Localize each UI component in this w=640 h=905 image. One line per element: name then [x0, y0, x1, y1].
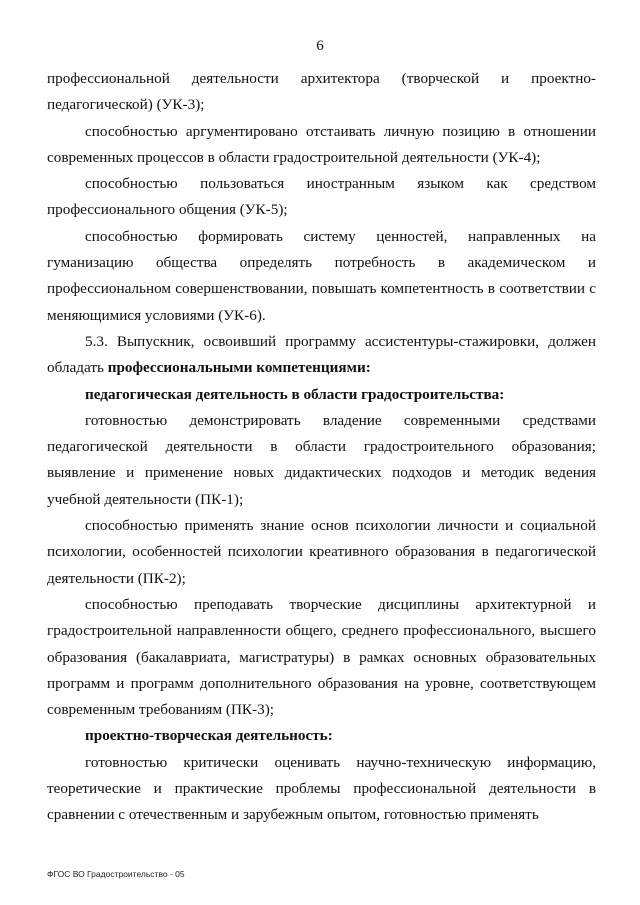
paragraph-5-3-text: 5.3. Выпускник, освоивший программу ассистентуры-стажировки, должен обладать [47, 332, 596, 377]
paragraph-uk5: способностью пользоваться иностранным языком как средством профессионального общения (УК-5); [47, 175, 596, 219]
paragraph-pk4-start: готовностью критически оценивать научно-техническую информацию, теоретические и практические проблемы профессиональной деятельности в сравнении с отечественным и зарубежным опытом, готовностью применять [47, 753, 596, 824]
paragraph-uk3-continued: профессиональной деятельности архитектора (творческой и проектно-педагогической) (УК-3); [47, 70, 596, 114]
section-heading-design: проектно-творческая деятельность: [85, 727, 333, 745]
page-number: 6 [316, 38, 324, 54]
paragraph-pk3: способностью преподавать творческие дисциплины архитектурной и градостроительной направленности общего, среднего профессионального, высшего образования (бакалавриата, магистратуры) в рамках основных образовательных программ и программ дополнительного образования на уровне, соответствующем современным требованиям (ПК-3); [47, 595, 596, 719]
page-footer: ФГОС ВО Градостроительство - 05 [47, 869, 185, 879]
section-heading-pedagogical: педагогическая деятельность в области градостроительства: [85, 385, 505, 403]
paragraph-uk4: способностью аргументировано отстаивать личную позицию в отношении современных процессов в области градостроительной деятельности (УК-4); [47, 122, 596, 166]
document-body [47, 66, 596, 829]
paragraph-pk2: способностью применять знание основ психологии личности и социальной психологии, особенностей психологии креативного образования в педагогической деятельности (ПК-2); [47, 517, 596, 587]
paragraph-5-3-bold: профессиональными компетенциями: [107, 359, 371, 377]
paragraph-5-3 [47, 329, 596, 382]
paragraph-uk6: способностью формировать систему ценностей, направленных на гуманизацию общества определять потребность в академическом и профессиональном совершенствовании, повышать компетентность в соответствии с меняющимися условиями (УК-6). [47, 227, 596, 324]
paragraph-pk1: готовностью демонстрировать владение современными средствами педагогической деятельности в области градостроительного образования; выявление и применение новых дидактических подходов и методик ведения учебной деятельности (ПК-1); [47, 411, 596, 508]
